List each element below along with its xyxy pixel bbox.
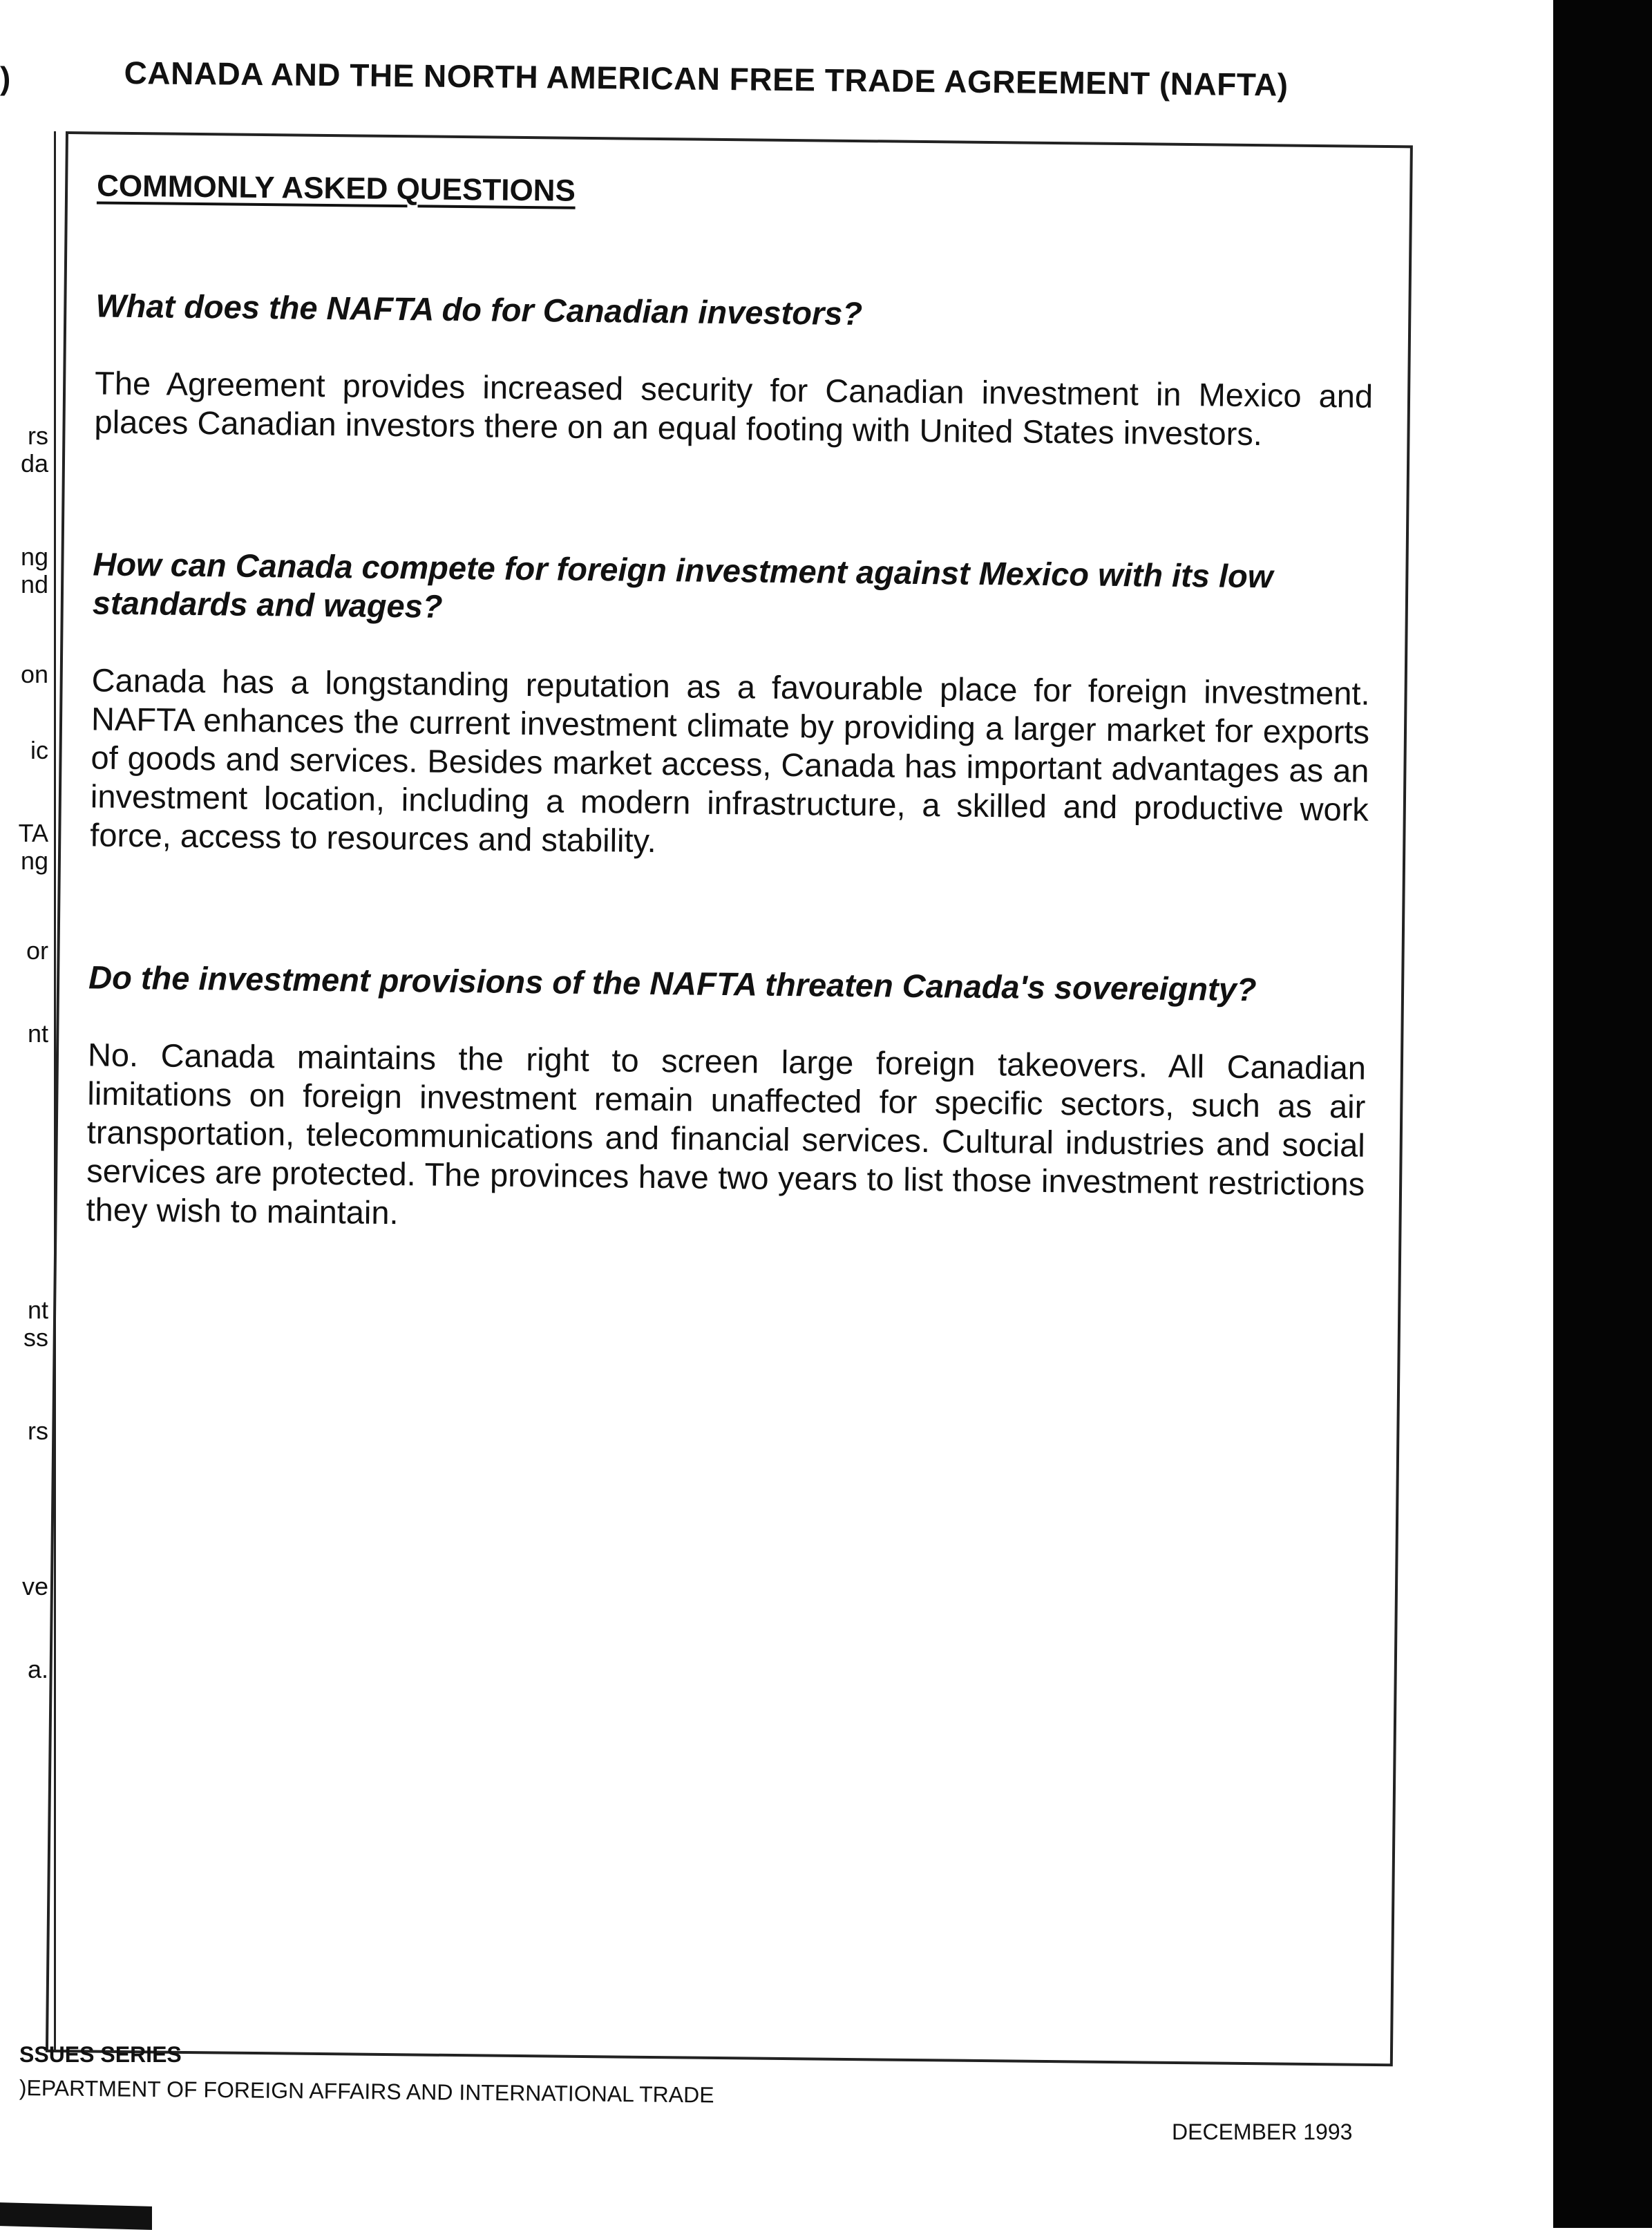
left-fragment: on	[20, 660, 48, 688]
footer-department: )EPARTMENT OF FOREIGN AFFAIRS AND INTERNATIONAL TRADE	[19, 2075, 714, 2108]
left-fragment: ng	[20, 847, 48, 875]
left-fragment: or	[26, 936, 48, 965]
page-title: CANADA AND THE NORTH AMERICAN FREE TRADE AGREEMENT (NAFTA)	[124, 54, 1289, 103]
scan-dark-corner	[0, 2202, 152, 2230]
page-footer	[0, 2042, 1409, 2144]
header-left-mark: )	[0, 60, 11, 96]
faq-answer: The Agreement provides increased security for Canadian investment in Mexico and places Canadian investors there on an equal footing with United States investors.	[94, 364, 1374, 453]
faq-content	[85, 169, 1376, 1345]
left-column-fragments	[0, 131, 56, 2052]
left-fragment: rs	[28, 1417, 48, 1445]
faq-question: What does the NAFTA do for Canadian investors?	[95, 287, 863, 332]
section-title: COMMONLY ASKED QUESTIONS	[96, 169, 576, 208]
page-header	[0, 54, 1409, 116]
left-fragment: ic	[30, 736, 48, 764]
faq-answer: No. Canada maintains the right to screen large foreign takeovers. All Canadian limitations on foreign investment remain unaffected for specific sectors, such as air transportation, telecommunications and financial services. Cultural industries and social services are protected. The provinces have two years to list those investment restrictions they wish to maintain.	[86, 1036, 1367, 1231]
left-fragment: nd	[20, 570, 48, 598]
faq-answer: Canada has a longstanding reputation as a favourable place for foreign investment. NAFTA enhances the current investment climate by providing a larger market for exports of goods and services. Besides market access, Canada has important advantages as an investment location, including a modern infrastructure, a skilled and productive work force, access to resources and stability.	[90, 661, 1370, 860]
faq-question: How can Canada compete for foreign investment against Mexico with its low standards and wages?	[92, 545, 1273, 625]
left-fragment: nt	[27, 1019, 48, 1048]
left-fragment: rs	[28, 422, 48, 450]
faq-box	[46, 131, 1413, 2066]
left-fragment: ss	[23, 1323, 48, 1352]
left-fragment: ve	[21, 1572, 48, 1600]
scan-dark-edge	[1553, 0, 1652, 2228]
left-fragment: da	[20, 449, 48, 478]
faq-question: Do the investment provisions of the NAFTA threaten Canada's sovereignty?	[88, 958, 1257, 1008]
left-fragment: TA	[18, 819, 48, 847]
footer-date: DECEMBER 1993	[1172, 2119, 1353, 2144]
left-fragment: a.	[27, 1655, 48, 1683]
footer-series: SSUES SERIES	[19, 2042, 182, 2067]
left-fragment: nt	[27, 1296, 48, 1324]
left-fragment: ng	[20, 542, 48, 571]
